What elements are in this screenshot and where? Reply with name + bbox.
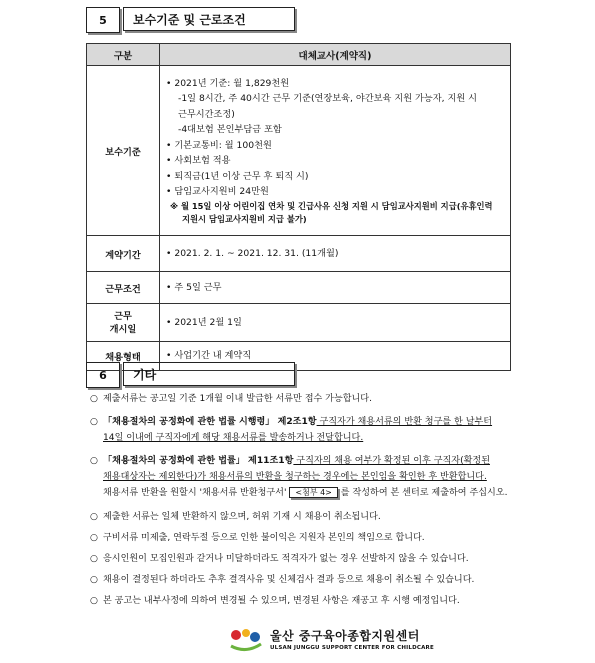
section-5-header xyxy=(86,7,296,33)
notice-text: 구비서류 미제출, 연락두절 등으로 인한 불이익은 지원자 본인의 책임으로 합니다. xyxy=(103,533,425,543)
pay-content xyxy=(160,66,511,236)
law-reference: 「채용절차의 공정화에 관한 법률 시행령」 제2조1항 xyxy=(103,417,317,427)
section-title: 보수기준 및 근로조건 xyxy=(123,7,295,31)
pay-line: -1일 8시간, 주 40시간 근무 기준(연장보육, 야간보육 지원 가능자, 지원 시 xyxy=(178,93,477,104)
list-item xyxy=(90,551,520,567)
pay-note: ※ 월 15일 이상 어린이집 연차 및 긴급사유 신청 지원 시 담임교사지원비 지급(유휴인력 xyxy=(170,200,493,211)
notice-text: 채용대상자는 제외한다)가 채용서류의 반환을 청구하는 경우에는 본인임을 확인한 후 반환합니다. xyxy=(103,472,487,482)
notice-text: 채용서류 반환을 원할시 '채용서류 반환청구서' xyxy=(103,488,287,498)
list-item xyxy=(90,593,520,609)
row-label-pay: 보수기준 xyxy=(87,66,160,236)
work-value: • 주 5일 근무 xyxy=(160,272,511,304)
notice-text: 를 작성하여 본 센터로 제출하여 주십시오. xyxy=(340,488,508,498)
bullet-circle-icon: ○ xyxy=(90,575,98,585)
bullet-circle-icon: ○ xyxy=(90,512,98,522)
pay-line: • 담임교사지원비 24만원 xyxy=(166,184,504,200)
row-label-start xyxy=(87,304,160,342)
list-item xyxy=(90,453,520,501)
footer xyxy=(228,626,434,652)
notice-text: 응시인원이 모집인원과 같거나 미달하더라도 적격자가 없는 경우 선발하지 않을 수 있습니다. xyxy=(103,554,469,564)
bullet-circle-icon: ○ xyxy=(90,533,98,543)
table-row xyxy=(87,66,511,236)
conditions-table xyxy=(86,43,511,371)
row-label-period: 계약기간 xyxy=(87,236,160,272)
type-value: • 사업기간 내 계약직 xyxy=(160,342,511,371)
pay-line: • 퇴직금(1년 이상 근무 후 퇴직 시) xyxy=(166,169,504,185)
notice-text: 14일 이내에 구직자에게 해당 채용서류를 발송하거나 전달합니다. xyxy=(103,433,364,443)
table-row xyxy=(87,304,511,342)
header-substitute-teacher: 대체교사(계약직) xyxy=(160,44,511,66)
notice-text: 제출한 서류는 일체 반환하지 않으며, 허위 기재 시 채용이 취소됩니다. xyxy=(103,512,381,522)
start-value: • 2021년 2월 1일 xyxy=(160,304,511,342)
notice-text: 구직자가 채용서류의 반환 청구를 한 날부터 xyxy=(316,417,493,427)
list-item xyxy=(90,391,520,407)
notice-text: 채용이 결정된다 하더라도 추후 결격사유 및 신체검사 결과 등으로 채용이 취소될 수 있습니다. xyxy=(103,575,475,585)
pay-line: • 2021년 기준: 월 1,829천원 xyxy=(166,76,504,92)
pay-line: 근무시간조정) xyxy=(178,108,235,120)
bullet-circle-icon: ○ xyxy=(90,394,98,404)
pay-line: • 사회보험 적용 xyxy=(166,153,504,169)
list-item xyxy=(90,530,520,546)
section-title: 기타 xyxy=(123,362,295,386)
center-name: 울산 중구육아종합지원센터 xyxy=(270,629,420,643)
notice-text: 구직자의 채용 여부가 확정된 이후 구직자(확정된 xyxy=(293,456,490,466)
law-reference: 「채용절차의 공정화에 관한 법률」 제11조1항 xyxy=(103,456,294,466)
bullet-circle-icon: ○ xyxy=(90,554,98,564)
list-item xyxy=(90,572,520,588)
center-name-english: ULSAN JUNGGU SUPPORT CENTER FOR CHILDCARE xyxy=(270,645,434,651)
notice-text: 제출서류는 공고일 기준 1개월 이내 발급한 서류만 접수 가능합니다. xyxy=(103,394,372,404)
center-logo-icon xyxy=(228,626,264,652)
pay-note: 지원시 담임교사지원비 지급 불가) xyxy=(182,213,307,224)
bullet-circle-icon: ○ xyxy=(90,596,98,606)
table-row xyxy=(87,272,511,304)
section-number: 6 xyxy=(86,362,120,388)
label-line: 근무 xyxy=(114,310,132,322)
notice-text: 본 공고는 내부사정에 의하여 변경될 수 있으며, 변경된 사항은 재공고 후 시행 예정입니다. xyxy=(103,596,460,606)
row-label-type: 채용형태 xyxy=(87,342,160,371)
list-item xyxy=(90,414,520,446)
period-value: • 2021. 2. 1. ~ 2021. 12. 31. (11개월) xyxy=(160,236,511,272)
section-6-header xyxy=(86,362,296,388)
pay-line: • 기본교통비: 월 100천원 xyxy=(166,138,504,154)
row-label-work: 근무조건 xyxy=(87,272,160,304)
bullet-circle-icon: ○ xyxy=(90,456,98,466)
attachment-badge: <첨부 4> xyxy=(289,487,338,498)
header-category: 구분 xyxy=(87,44,160,66)
table-row xyxy=(87,236,511,272)
list-item xyxy=(90,509,520,525)
bullet-circle-icon: ○ xyxy=(90,417,98,427)
section-number: 5 xyxy=(86,7,120,33)
label-line: 개시일 xyxy=(109,323,137,335)
pay-line: -4대보험 본인부담금 포함 xyxy=(178,124,282,135)
